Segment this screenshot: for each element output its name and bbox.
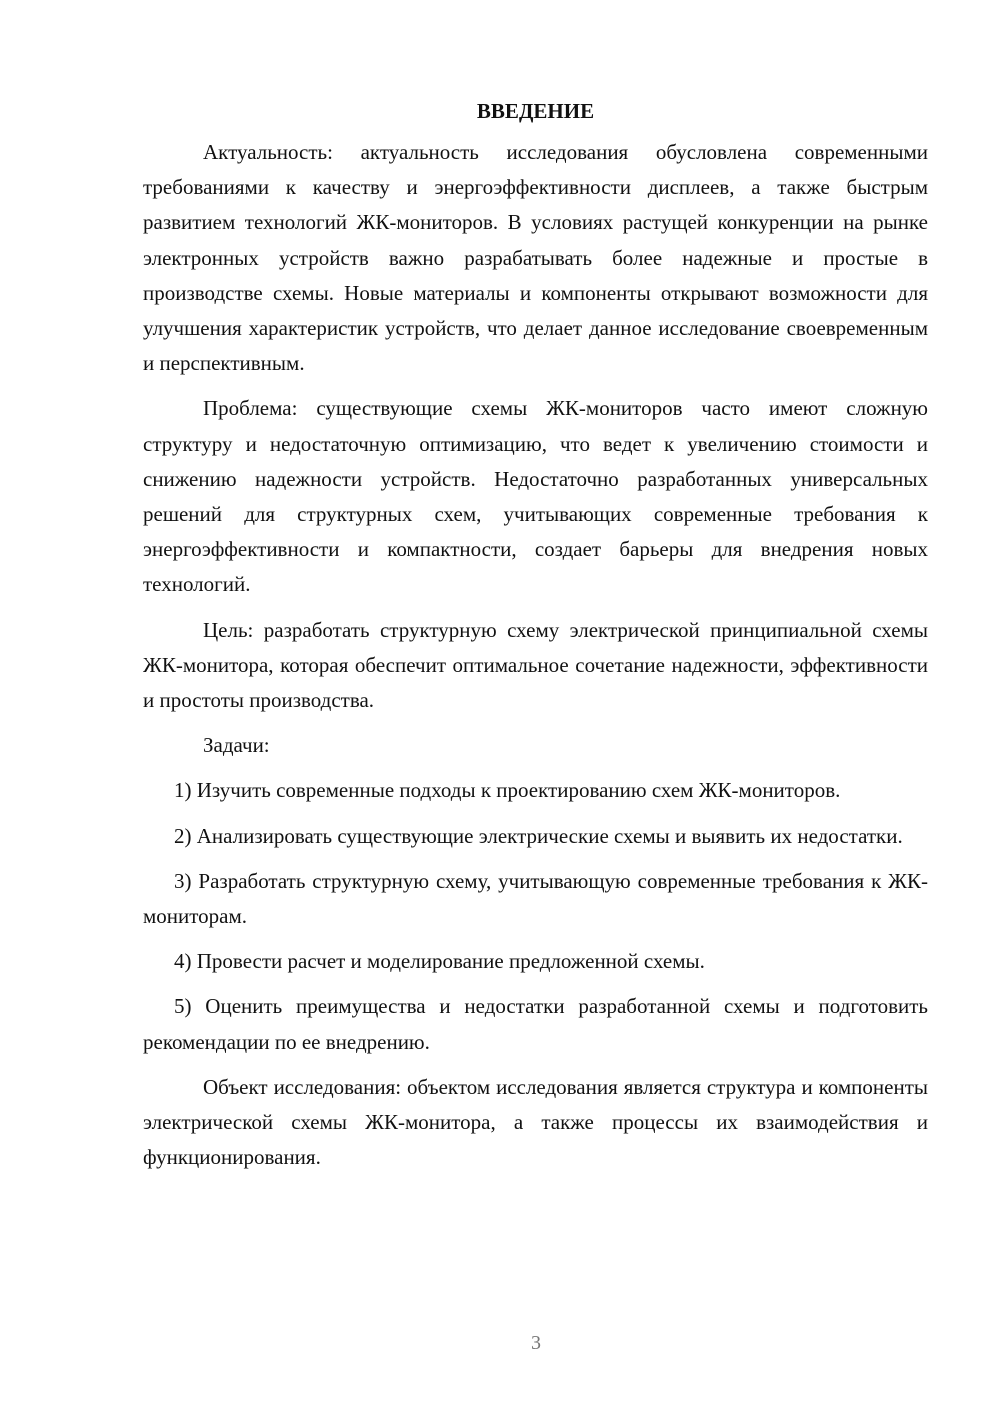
page-title: ВВЕДЕНИЕ xyxy=(476,99,595,123)
task-item: 4) Провести расчет и моделирование предложенной схемы. xyxy=(174,949,705,974)
research-object-paragraph: Объект исследования: объектом исследования является структура и компоненты электрической схемы ЖК-монитора, а также процессы их взаимодействия и функционирования. xyxy=(143,1074,928,1170)
page-number: 3 xyxy=(531,1332,541,1354)
task-item: 5) Оценить преимущества и недостатки разработанной схемы и подготовить рекомендации по ее внедрению. xyxy=(143,994,928,1054)
goal-paragraph: Цель: разработать структурную схему электрической принципиальной схемы ЖК-монитора, которая обеспечит оптимальное сочетание надежности, эффективности и простоты производства. xyxy=(143,617,928,713)
page-content xyxy=(143,94,928,1175)
task-item: 1) Изучить современные подходы к проектированию схем ЖК-мониторов. xyxy=(174,778,841,803)
tasks-heading: Задачи: xyxy=(203,733,270,758)
relevance-paragraph: Актуальность: актуальность исследования обусловлена современными требованиями к качеству и энергоэффективности дисплеев, а также быстрым развитием технологий ЖК-мониторов. В условиях растущей конкуренции на рынке электронных устройств важно разрабатывать более надежные и простые в производстве схемы. Новые материалы и компоненты открывают возможности для улучшения характеристик устройств, что делает данное исследование своевременным и перспективным. xyxy=(143,140,928,376)
problem-paragraph: Проблема: существующие схемы ЖК-мониторов часто имеют сложную структуру и недостаточную оптимизацию, что ведет к увеличению стоимости и снижению надежности устройств. Недостаточно разработанных универсальных решений для структурных схем, учитывающих современные требования к энергоэффективности и компактности, создает барьеры для внедрения новых технологий. xyxy=(143,396,928,597)
task-item: 3) Разработать структурную схему, учитывающую современные требования к ЖК-мониторам. xyxy=(143,868,928,929)
task-item: 2) Анализировать существующие электрические схемы и выявить их недостатки. xyxy=(174,823,903,848)
